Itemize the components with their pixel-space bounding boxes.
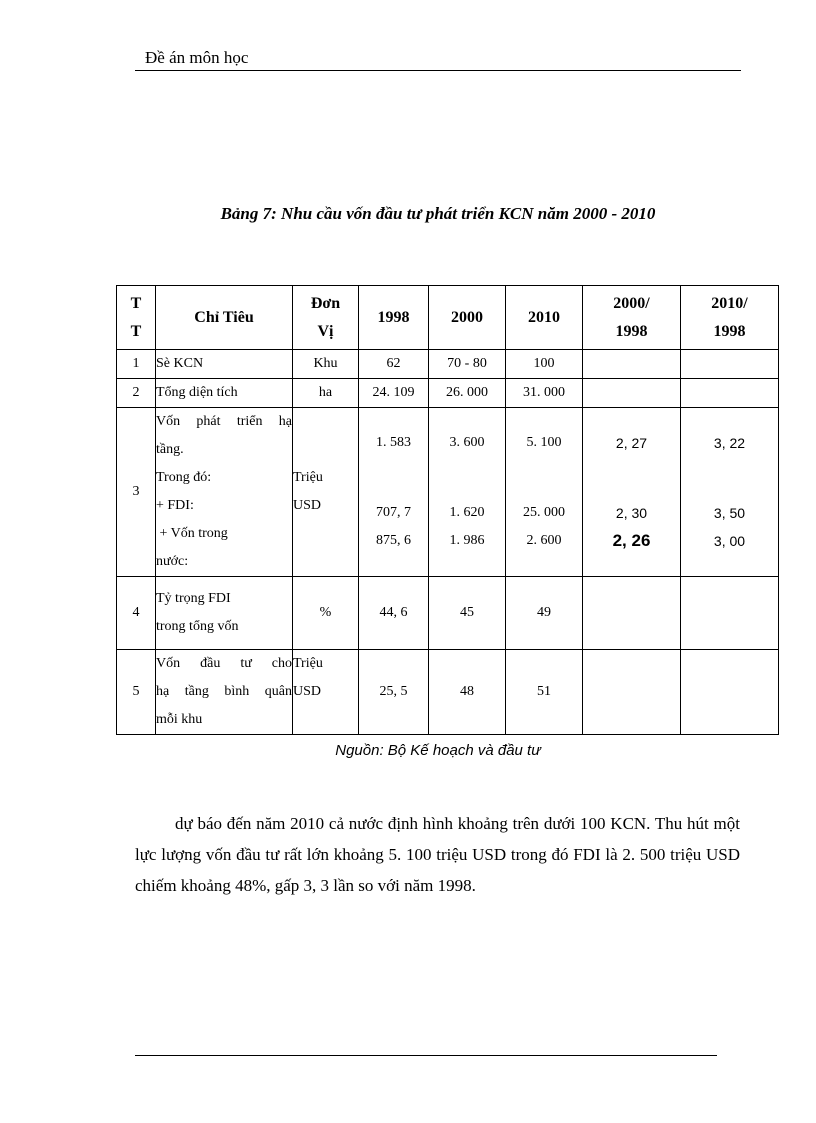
row-1-2010: 100 xyxy=(506,350,583,379)
row-5-tt: 5 xyxy=(117,650,156,735)
row-2-ratio-2000 xyxy=(583,379,681,408)
row-3-1998: 1. 583 707, 7 875, 6 xyxy=(359,408,429,577)
table-row xyxy=(117,577,779,650)
row-1-1998: 62 xyxy=(359,350,429,379)
row-5-chi-tieu: Vốn đầu tư cho hạ tầng bình quân mỗi khu xyxy=(156,650,293,735)
table-row xyxy=(117,408,779,577)
row-2-ratio-2010 xyxy=(681,379,779,408)
table-row xyxy=(117,379,779,408)
body-paragraph-text: dự báo đến năm 2010 cả nước định hình khoảng trên dưới 100 KCN. Thu hút một lực lượng vốn đầu tư rất lớn khoảng 5. 100 triệu USD trong đó FDI là 2. 500 triệu USD chiếm khoảng 48%, gấp 3, 3 lần so với năm 1998. xyxy=(135,814,740,895)
table-header-row xyxy=(117,286,779,350)
table-caption: Bảng 7: Nhu cầu vốn đầu tư phát triển KCN năm 2000 - 2010 xyxy=(220,204,656,223)
row-3-don-vi: Triệu USD xyxy=(293,408,359,577)
footer-rule xyxy=(135,1055,717,1056)
row-3-tt: 3 xyxy=(117,408,156,577)
row-5-ratio-2000 xyxy=(583,650,681,735)
row-2-don-vi: ha xyxy=(293,379,359,408)
row-1-don-vi: Khu xyxy=(293,350,359,379)
row-5-2010: 51 xyxy=(506,650,583,735)
header-chi-tieu: Chỉ Tiêu xyxy=(156,286,293,350)
row-3-2000: 3. 600 1. 620 1. 986 xyxy=(429,408,506,577)
row-3-chi-tieu: Vốn phát triển hạ tầng. Trong đó: + FDI: + Vốn trong nước: xyxy=(156,408,293,577)
row-3-ratio-2000: 2, 27 2, 30 2, 26 xyxy=(583,408,681,577)
row-3-ratio-2010: 3, 22 3, 50 3, 00 xyxy=(681,408,779,577)
row-2-2010: 31. 000 xyxy=(506,379,583,408)
document-header-title: Đề án môn học xyxy=(145,48,249,67)
header-tt: T T xyxy=(117,286,156,350)
row-2-chi-tieu: Tổng diện tích xyxy=(156,379,293,408)
header-2010: 2010 xyxy=(506,286,583,350)
row-4-don-vi: % xyxy=(293,577,359,650)
header-ratio-2010-1998: 2010/ 1998 xyxy=(681,286,779,350)
header-2000: 2000 xyxy=(429,286,506,350)
investment-table xyxy=(116,285,779,735)
row-2-1998: 24. 109 xyxy=(359,379,429,408)
row-4-tt: 4 xyxy=(117,577,156,650)
row-1-tt: 1 xyxy=(117,350,156,379)
row-2-tt: 2 xyxy=(117,379,156,408)
row-4-ratio-2000 xyxy=(583,577,681,650)
table-row xyxy=(117,650,779,735)
header-ratio-2000-1998: 2000/ 1998 xyxy=(583,286,681,350)
row-5-don-vi: Triệu USD xyxy=(293,650,359,735)
table-row xyxy=(117,350,779,379)
body-paragraph xyxy=(135,808,740,901)
row-4-1998: 44, 6 xyxy=(359,577,429,650)
row-5-2000: 48 xyxy=(429,650,506,735)
table-source-note: Nguồn: Bộ Kế hoạch và đầu tư xyxy=(335,742,541,759)
row-4-chi-tieu: Tỷ trọng FDI trong tổng vốn xyxy=(156,577,293,650)
row-1-chi-tieu: Sè KCN xyxy=(156,350,293,379)
row-1-ratio-2000 xyxy=(583,350,681,379)
row-1-2000: 70 - 80 xyxy=(429,350,506,379)
row-3-2010: 5. 100 25. 000 2. 600 xyxy=(506,408,583,577)
header-don-vi: Đơn Vị xyxy=(293,286,359,350)
row-4-2010: 49 xyxy=(506,577,583,650)
row-4-ratio-2010 xyxy=(681,577,779,650)
header-1998: 1998 xyxy=(359,286,429,350)
row-4-2000: 45 xyxy=(429,577,506,650)
row-2-2000: 26. 000 xyxy=(429,379,506,408)
row-1-ratio-2010 xyxy=(681,350,779,379)
row-5-ratio-2010 xyxy=(681,650,779,735)
row-5-1998: 25, 5 xyxy=(359,650,429,735)
header-rule xyxy=(135,70,741,71)
